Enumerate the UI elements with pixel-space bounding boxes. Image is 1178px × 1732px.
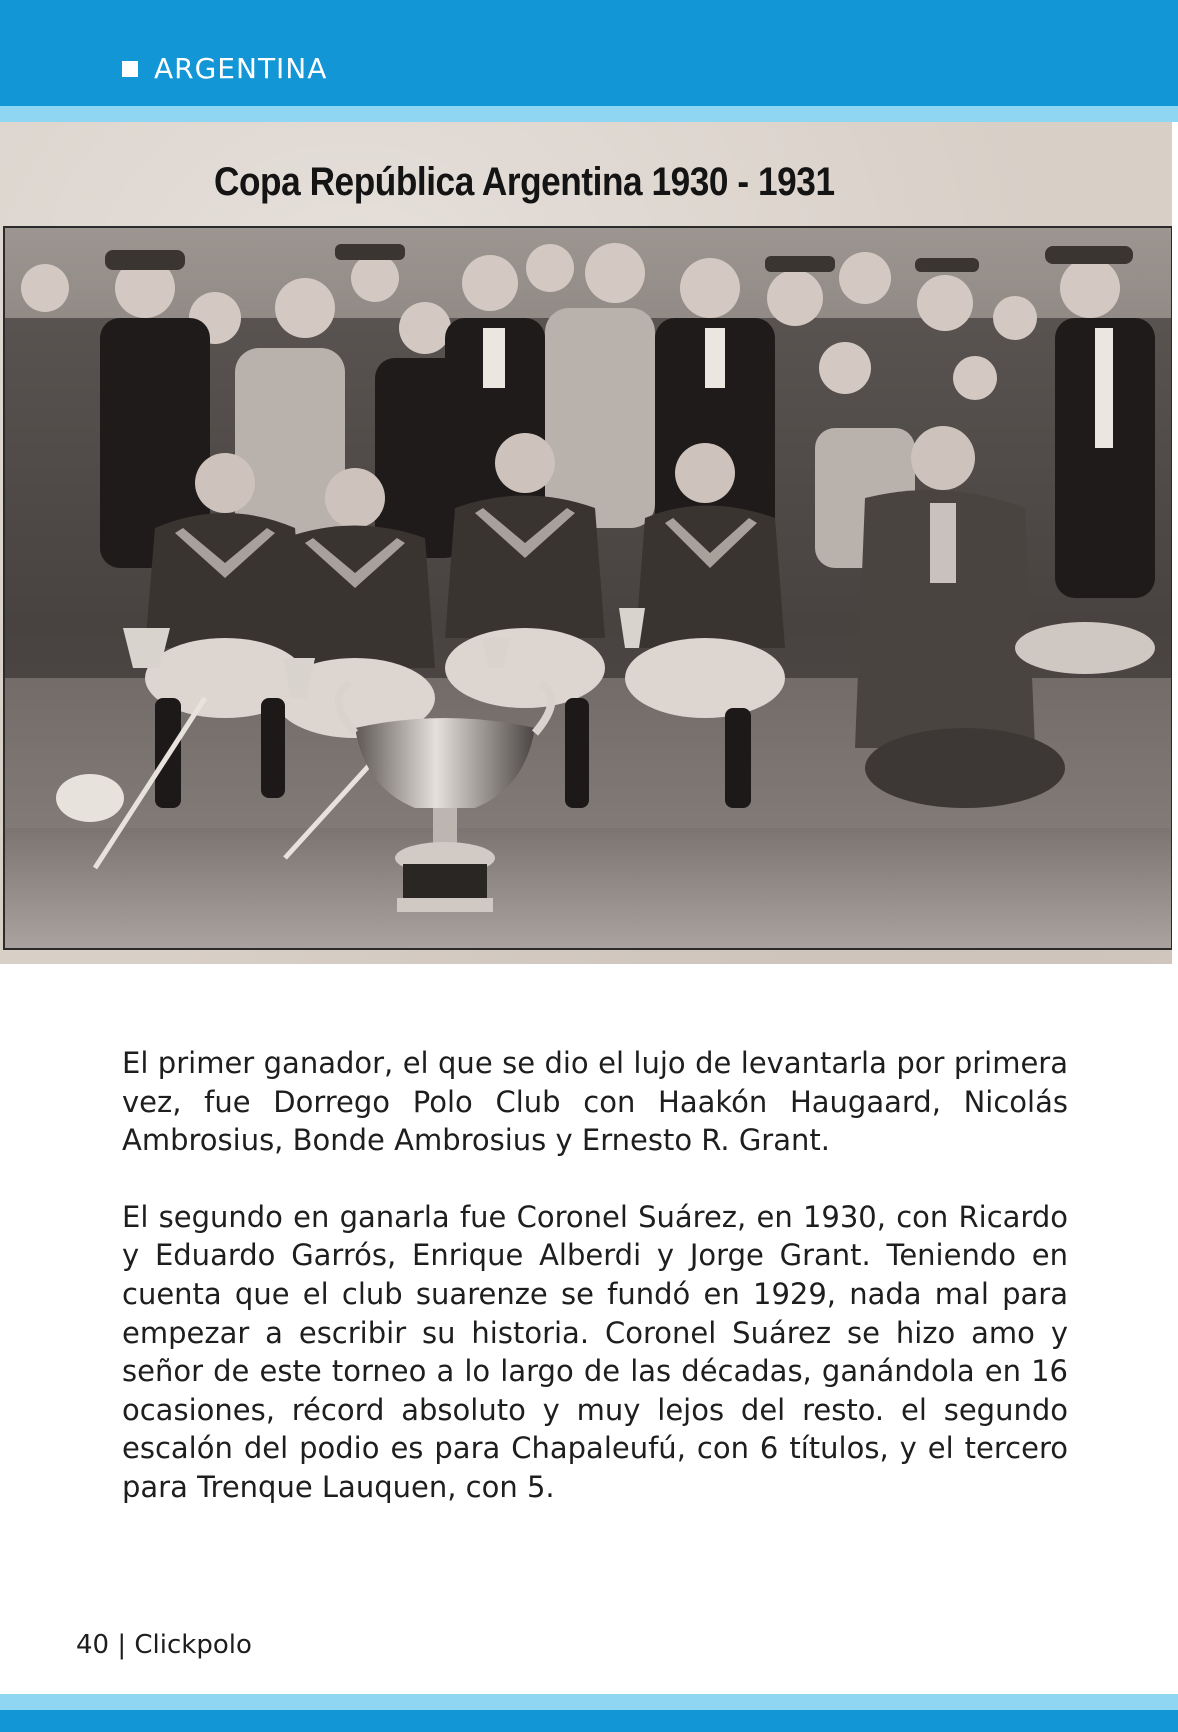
article-body: [122, 1044, 1068, 1545]
footer-stripe: [0, 1694, 1178, 1710]
historical-photo: [0, 122, 1172, 964]
header-stripe: [0, 106, 1178, 122]
section-label: ARGENTINA: [154, 52, 328, 85]
photo-title: Copa República Argentina 1930 - 1931: [214, 160, 835, 204]
photo-frame: [3, 226, 1172, 950]
article-paragraph: El primer ganador, el que se dio el lujo de levantarla por primera vez, fue Dorrego Polo Club con Haakón Haugaard, Nicolás Ambrosius, Bonde Ambrosius y Ernesto R. Grant.: [122, 1046, 1068, 1158]
article-paragraph: El segundo en ganarla fue Coronel Suárez, en 1930, con Ricardo y Eduardo Garrós, Enrique Alberdi y Jorge Grant. Teniendo en cuenta que el club suarenze se fundó en 1929, nada mal para empezar a escribir su historia. Coronel Suárez se hizo amo y señor de este torneo a lo largo de las décadas, ganándola en 16 ocasiones, récord absoluto y muy lejos del resto. el segundo escalón del podio es para Chapaleufú, con 6 títulos, y el tercero para Trenque Lauquen, con 5.: [122, 1199, 1068, 1504]
page-footer: 40 | Clickpolo: [76, 1630, 252, 1660]
team-photo-illustration: [5, 228, 1171, 948]
section-header: [122, 52, 327, 85]
footer-bar: [0, 1710, 1178, 1732]
square-bullet-icon: [122, 61, 138, 77]
